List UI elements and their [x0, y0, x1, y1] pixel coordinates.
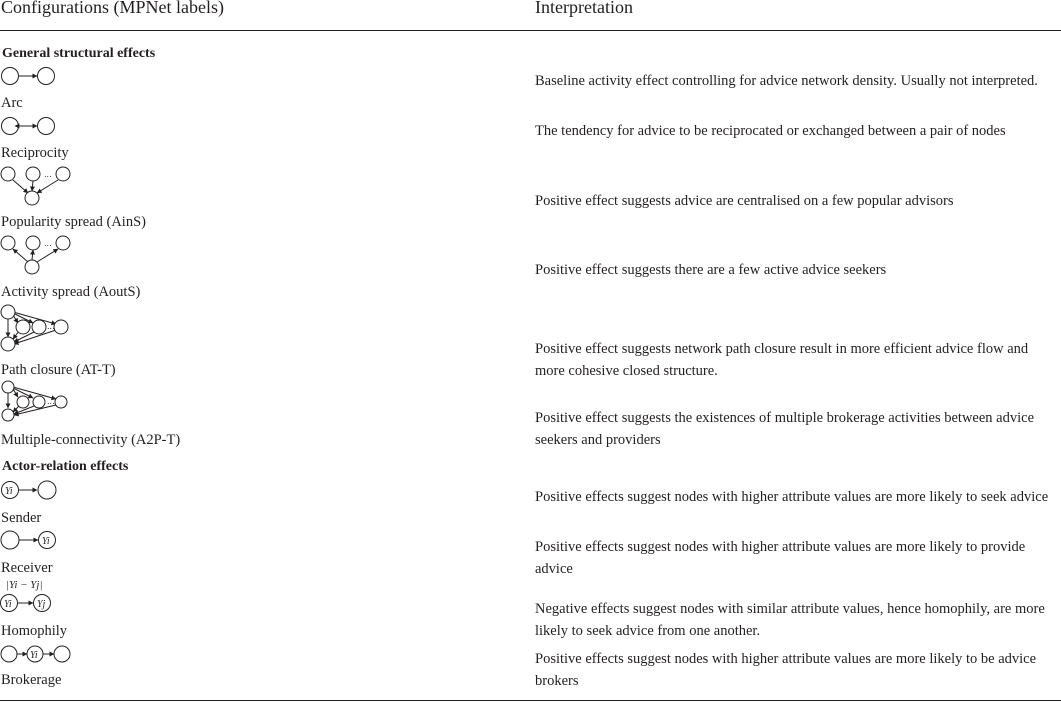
row-interpretation-arc: Baseline activity effect controlling for advice network density. Usually not interpreted. [535, 73, 1038, 89]
row-interpretation-brokerage: Positive effects suggest nodes with higher attribute values are more likely to be advice brokers [535, 651, 1037, 689]
sender-diagram [0, 480, 60, 502]
ellipsis-text: ... [47, 397, 55, 406]
row-label-brokerage: Brokerage [1, 672, 62, 688]
ellipsis-text: ... [47, 322, 55, 331]
multiple-connectivity-diagram [0, 381, 75, 423]
reciprocity-diagram [0, 116, 60, 138]
ellipsis-text: ... [44, 170, 52, 179]
row-interpretation-aouts: Positive effect suggests there are a few active advice seekers [535, 262, 887, 278]
section-heading-structural: General structural effects [2, 46, 156, 61]
activity-spread-diagram [0, 234, 75, 276]
row-interpretation-receiver: Positive effects suggest nodes with higher attribute values are more likely to provide advice [535, 539, 1026, 577]
row-interpretation-a2pt: Positive effect suggests the existences of multiple brokerage activities between advice seekers and providers [535, 410, 1035, 448]
section-heading-actor: Actor-relation effects [2, 459, 129, 474]
row-interpretation-reciprocity: The tendency for advice to be reciprocated or exchanged between a pair of nodes [535, 123, 1006, 139]
homophily-absdiff-label: |Yi − Yj| [6, 579, 43, 591]
column-header-configurations: Configurations (MPNet labels) [1, 0, 224, 17]
header-rule [0, 30, 1061, 31]
row-interpretation-ains: Positive effect suggests advice are centralised on a few popular advisors [535, 193, 954, 209]
popularity-spread-diagram [0, 165, 75, 207]
row-label-ains: Popularity spread (AinS) [1, 214, 146, 230]
row-label-reciprocity: Reciprocity [1, 145, 69, 161]
row-label-aouts: Activity spread (AoutS) [1, 284, 141, 300]
row-label-arc: Arc [1, 95, 23, 111]
bottom-rule [0, 700, 1061, 701]
homophily-diagram [0, 594, 60, 614]
yi-text: Yi [5, 486, 13, 497]
yi-text: Yi [4, 599, 12, 610]
receiver-diagram [0, 530, 60, 552]
row-label-homophily: Homophily [1, 623, 68, 639]
path-closure-diagram [0, 304, 75, 352]
column-header-interpretation: Interpretation [535, 0, 633, 17]
row-interpretation-homophily: Negative effects suggest nodes with similar attribute values, hence homophily, are more likely to seek advice from one another. [535, 601, 1045, 639]
yi-text: Yi [42, 536, 50, 547]
row-label-a2pt: Multiple-connectivity (A2P-T) [1, 432, 181, 448]
brokerage-diagram [0, 645, 80, 665]
yi-text: Yi [30, 650, 38, 661]
row-interpretation-sender: Positive effects suggest nodes with higher attribute values are more likely to seek advice [535, 489, 1049, 505]
row-label-receiver: Receiver [1, 560, 53, 576]
row-label-sender: Sender [1, 510, 42, 526]
row-interpretation-att: Positive effect suggests network path closure result in more efficient advice flow and more cohesive closed structure. [535, 341, 1029, 379]
yj-text: Yj [37, 599, 46, 610]
ellipsis-text: ... [44, 239, 52, 248]
arc-diagram [0, 66, 60, 88]
row-label-att: Path closure (AT-T) [1, 362, 116, 378]
